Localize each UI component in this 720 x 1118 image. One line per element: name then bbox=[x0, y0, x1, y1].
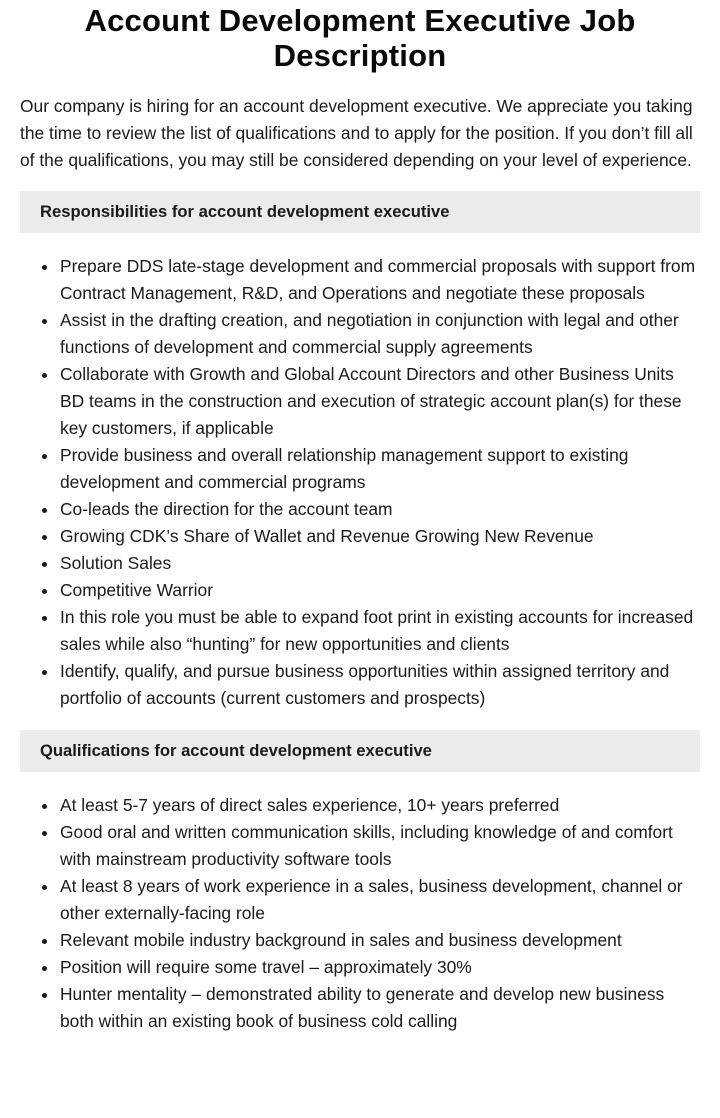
list-item: Identify, qualify, and pursue business opportunities within assigned territory and portfolio of accounts (current customers and prospects) bbox=[60, 658, 700, 712]
responsibilities-heading: Responsibilities for account development executive bbox=[20, 191, 700, 233]
list-item: At least 8 years of work experience in a sales, business development, channel or other externally-facing role bbox=[60, 873, 700, 927]
list-item: In this role you must be able to expand foot print in existing accounts for increased sales while also “hunting” for new opportunities and clients bbox=[60, 604, 700, 658]
responsibilities-list bbox=[20, 253, 700, 712]
list-item: Good oral and written communication skills, including knowledge of and comfort with mainstream productivity software tools bbox=[60, 819, 700, 873]
qualifications-list bbox=[20, 792, 700, 1035]
list-item: Growing CDK’s Share of Wallet and Revenue Growing New Revenue bbox=[60, 523, 700, 550]
list-item: At least 5-7 years of direct sales experience, 10+ years preferred bbox=[60, 792, 700, 819]
list-item: Prepare DDS late-stage development and commercial proposals with support from Contract Management, R&D, and Operations and negotiate these proposals bbox=[60, 253, 700, 307]
intro-paragraph: Our company is hiring for an account development executive. We appreciate you taking the time to review the list of qualifications and to apply for the position. If you don’t fill all of the qualifications, you may still be considered depending on your level of experience. bbox=[20, 96, 693, 170]
list-item: Assist in the drafting creation, and negotiation in conjunction with legal and other functions of development and commercial supply agreements bbox=[60, 307, 700, 361]
list-item: Relevant mobile industry background in sales and business development bbox=[60, 927, 700, 954]
list-item: Co-leads the direction for the account team bbox=[60, 496, 700, 523]
list-item: Solution Sales bbox=[60, 550, 700, 577]
list-item: Provide business and overall relationship management support to existing development and commercial programs bbox=[60, 442, 700, 496]
list-item: Competitive Warrior bbox=[60, 577, 700, 604]
list-item: Collaborate with Growth and Global Account Directors and other Business Units BD teams in the construction and execution of strategic account plan(s) for these key customers, if applicable bbox=[60, 361, 700, 442]
list-item: Position will require some travel – approximately 30% bbox=[60, 954, 700, 981]
page-title: Account Development Executive Job Description bbox=[84, 3, 636, 73]
list-item: Hunter mentality – demonstrated ability to generate and develop new business both within an existing book of business cold calling bbox=[60, 981, 700, 1035]
qualifications-heading: Qualifications for account development executive bbox=[20, 730, 700, 772]
